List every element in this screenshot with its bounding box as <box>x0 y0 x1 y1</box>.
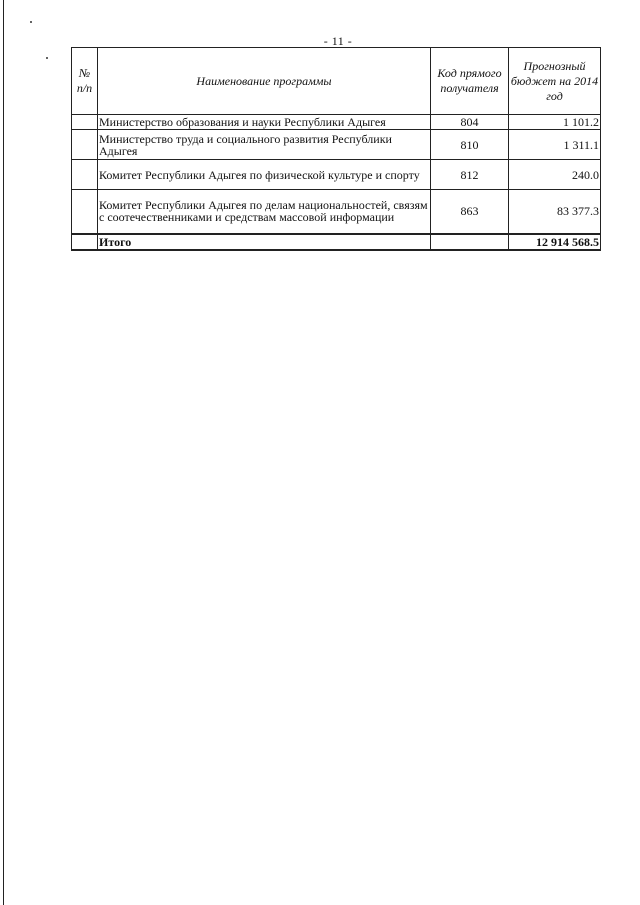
row-code: 804 <box>431 115 509 130</box>
left-margin-line <box>3 0 4 905</box>
header-budget: Прогнозный бюджет на 2014 год <box>509 48 601 115</box>
header-num: № п/п <box>72 48 98 115</box>
row-code: 863 <box>431 190 509 234</box>
table-header-row <box>72 48 601 115</box>
row-name: Комитет Республики Адыгея по делам национальностей, связям с соотечественниками и средствам массовой информации <box>98 190 431 234</box>
row-num <box>72 115 98 130</box>
total-row <box>72 234 601 250</box>
row-name: Комитет Республики Адыгея по физической культуре и спорту <box>98 160 431 190</box>
row-name: Министерство образования и науки Республики Адыгея <box>98 115 431 130</box>
row-code: 810 <box>431 130 509 160</box>
row-amount: 83 377.3 <box>509 190 601 234</box>
row-num <box>72 130 98 160</box>
table-row <box>72 160 601 190</box>
row-amount: 240.0 <box>509 160 601 190</box>
total-num <box>72 234 98 250</box>
total-label: Итого <box>98 234 431 250</box>
scan-speck <box>30 21 32 23</box>
row-num <box>72 190 98 234</box>
header-code: Код прямого получателя <box>431 48 509 115</box>
row-amount: 1 101.2 <box>509 115 601 130</box>
total-code <box>431 234 509 250</box>
table-row <box>72 130 601 160</box>
row-code: 812 <box>431 160 509 190</box>
header-name: Наименование программы <box>98 48 431 115</box>
row-name: Министерство труда и социального развития Республики Адыгея <box>98 130 431 160</box>
row-num <box>72 160 98 190</box>
budget-table <box>71 47 601 251</box>
row-amount: 1 311.1 <box>509 130 601 160</box>
table-row <box>72 190 601 234</box>
total-amount: 12 914 568.5 <box>509 234 601 250</box>
scan-speck <box>46 57 48 59</box>
table-row <box>72 115 601 130</box>
page-number: - 11 - <box>323 34 353 48</box>
